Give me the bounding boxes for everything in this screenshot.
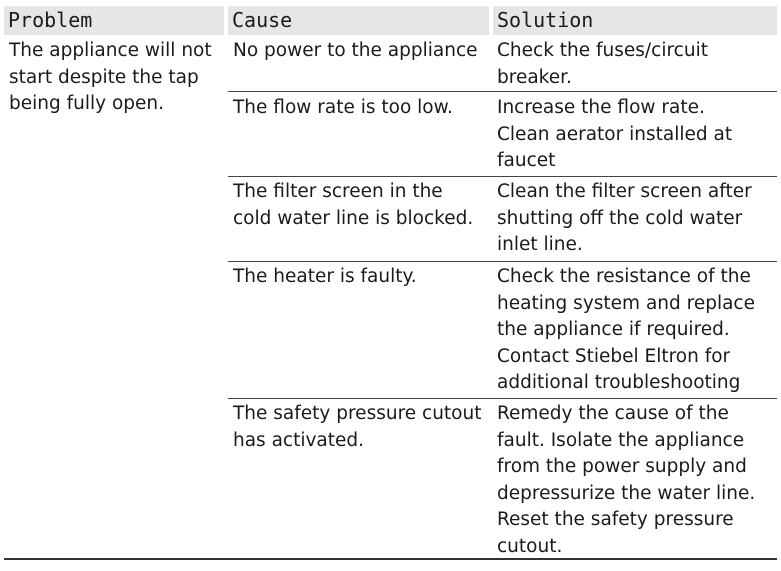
header-solution [493, 6, 777, 35]
row-divider [228, 176, 777, 177]
cause-cell: The heater is faulty. [233, 266, 417, 287]
problem-cell: The appliance will not start despite the tap being fully open. [9, 40, 212, 114]
table-bottom-rule [4, 558, 777, 560]
solution-cell: Clean the filter screen after shutting off the cold water inlet line. [497, 181, 752, 255]
solution-cell: Check the fuses/circuit breaker. [497, 40, 708, 88]
solution-cell: Increase the flow rate. Clean aerator installed at faucet [497, 97, 733, 171]
header-problem-label: Problem [8, 8, 93, 32]
cause-cell: The filter screen in the cold water line is blocked. [233, 181, 474, 229]
header-cause [228, 6, 489, 35]
cause-cell: The flow rate is too low. [233, 97, 453, 118]
header-cause-label: Cause [232, 8, 293, 32]
header-problem [4, 6, 224, 35]
solution-cell: Check the resistance of the heating system and replace the appliance if required. Contact Stiebel Eltron for additional troubleshooting [497, 266, 755, 393]
cause-cell: No power to the appliance [233, 40, 478, 61]
cause-cell: The safety pressure cutout has activated. [233, 403, 482, 451]
row-divider [228, 398, 777, 399]
row-divider [228, 91, 777, 92]
row-divider [228, 261, 777, 262]
solution-cell: Remedy the cause of the fault. Isolate the appliance from the power supply and depressurize the water line. Reset the safety pressure cutout. [497, 403, 756, 557]
header-solution-label: Solution [497, 8, 594, 32]
